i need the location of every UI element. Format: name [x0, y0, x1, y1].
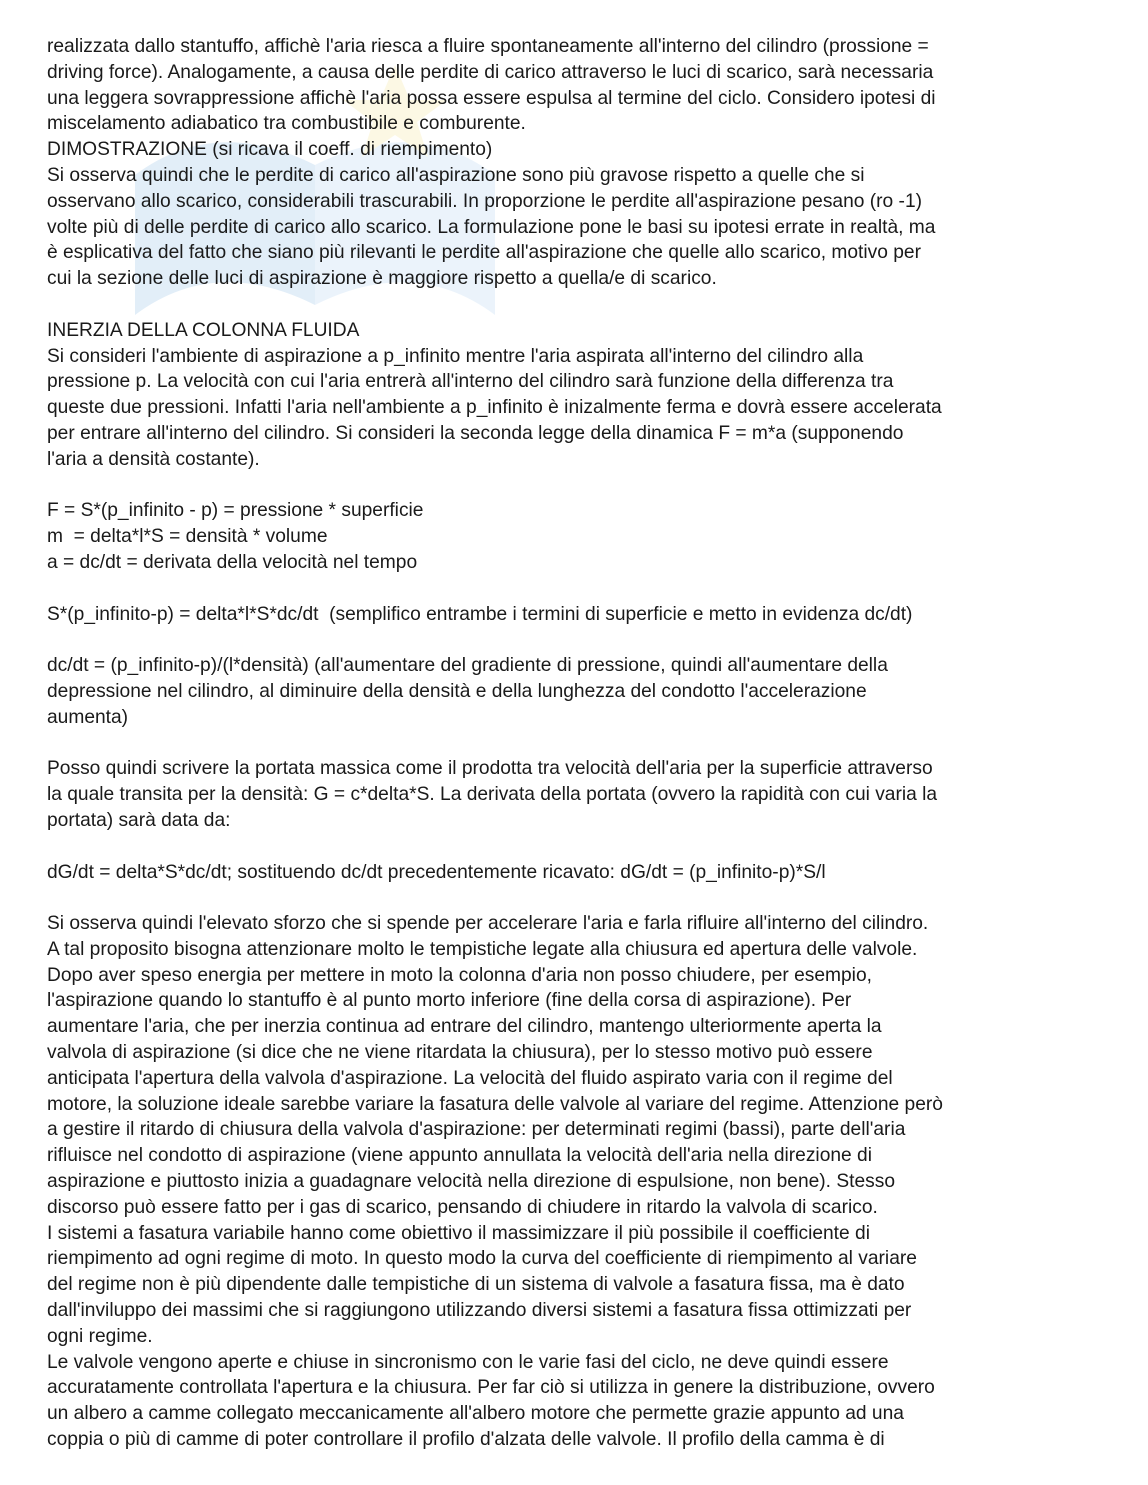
- text-line: F = S*(p_infinito - p) = pressione * superficie: [47, 500, 424, 522]
- text-line: osservano allo scarico, considerabili trascurabili. In proporzione le perdite all'aspirazione pesano (ro -1): [47, 190, 923, 212]
- text-line: dall'inviluppo dei massimi che si raggiungono utilizzando diversi sistemi a fasatura fissa ottimizzati per: [47, 1300, 912, 1322]
- paragraph: [47, 318, 1109, 473]
- text-line: queste due pressioni. Infatti l'aria nell'ambiente a p_infinito è inizalmente ferma e dovrà essere accelerata: [47, 397, 942, 419]
- text-line: a gestire il ritardo di chiusura della valvola d'aspirazione: per determinati regimi (bassi), parte dell'aria: [47, 1119, 906, 1141]
- paragraph: [47, 653, 1109, 730]
- paragraph: [47, 860, 1109, 886]
- text-line: motore, la soluzione ideale sarebbe variare la fasatura delle valvole al variare del regime. Attenzione però: [47, 1093, 943, 1115]
- text-line: miscelamento adiabatico tra combustibile e comburente.: [47, 113, 526, 135]
- text-line: aumentare l'aria, che per inerzia continua ad entrare del cilindro, mantengo ulteriormente aperta la: [47, 1016, 882, 1038]
- text-line: S*(p_infinito-p) = delta*l*S*dc/dt (semplifico entrambe i termini di superficie e metto in evidenza dc/dt): [47, 603, 913, 625]
- text-line: Le valvole vengono aperte e chiuse in sincronismo con le varie fasi del ciclo, ne deve quindi essere: [47, 1351, 889, 1373]
- text-line: DIMOSTRAZIONE (si ricava il coeff. di riempimento): [47, 139, 493, 161]
- text-line: I sistemi a fasatura variabile hanno come obiettivo il massimizzare il più possibile il coefficiente di: [47, 1222, 870, 1244]
- text-line: Dopo aver speso energia per mettere in moto la colonna d'aria non posso chiudere, per esempio,: [47, 964, 872, 986]
- paragraph-gap: [47, 731, 1109, 757]
- text-line: pressione p. La velocità con cui l'aria entrerà all'interno del cilindro sarà funzione della differenza tra: [47, 371, 894, 393]
- text-line: a = dc/dt = derivata della velocità nel tempo: [47, 551, 418, 573]
- text-line: aumenta): [47, 706, 129, 728]
- text-line: portata) sarà data da:: [47, 809, 231, 831]
- text-line: depressione nel cilindro, al diminuire della densità e della lunghezza del condotto l'accelerazione: [47, 680, 867, 702]
- text-line: Posso quindi scrivere la portata massica come il prodotta tra velocità dell'aria per la superficie attraverso: [47, 758, 933, 780]
- paragraph-gap: [47, 292, 1109, 318]
- paragraph: [47, 498, 1109, 575]
- text-line: coppia o più di camme di poter controllare il profilo d'alzata delle valvole. Il profilo della camma è di: [47, 1429, 885, 1451]
- document-page: [47, 34, 1109, 1453]
- text-line: l'aria a densità costante).: [47, 448, 260, 470]
- text-line: un albero a camme collegato meccanicamente all'albero motore che permette grazie appunto ad una: [47, 1403, 904, 1425]
- text-line: dG/dt = delta*S*dc/dt; sostituendo dc/dt precedentemente ricavato: dG/dt = (p_infinito-p)*S/l: [47, 861, 826, 883]
- paragraph-gap: [47, 473, 1109, 499]
- text-line: una leggera sovrappressione affichè l'aria possa essere espulsa al termine del ciclo. Considero ipotesi di: [47, 87, 936, 109]
- text-line: ogni regime.: [47, 1325, 153, 1347]
- text-line: discorso può essere fatto per i gas di scarico, pensando di chiudere in ritardo la valvola di scarico.: [47, 1196, 878, 1218]
- text-line: riempimento ad ogni regime di moto. In questo modo la curva del coefficiente di riempimento al variare: [47, 1248, 917, 1270]
- paragraph: [47, 756, 1109, 833]
- text-line: driving force). Analogamente, a causa delle perdite di carico attraverso le luci di scarico, sarà necessaria: [47, 61, 934, 83]
- text-line: valvola di aspirazione (si dice che ne viene ritardata la chiusura), per lo stesso motivo può essere: [47, 1042, 873, 1064]
- text-line: volte più di delle perdite di carico allo scarico. La formulazione pone le basi su ipotesi errate in realtà, ma: [47, 216, 936, 238]
- text-line: l'aspirazione quando lo stantuffo è al punto morto inferiore (fine della corsa di aspirazione). Per: [47, 990, 852, 1012]
- text-line: A tal proposito bisogna attenzionare molto le tempistiche legate alla chiusura ed apertura delle valvole.: [47, 938, 918, 960]
- text-line: è esplicativa del fatto che siano più rilevanti le perdite all'aspirazione che quelle allo scarico, motivo per: [47, 242, 921, 264]
- paragraph-gap: [47, 834, 1109, 860]
- paragraph: [47, 911, 1109, 1453]
- text-line: Si osserva quindi che le perdite di carico all'aspirazione sono più gravose rispetto a quelle che si: [47, 164, 865, 186]
- text-line: aspirazione e piuttosto inizia a guadagnare velocità nella direzione di espulsione, non bene). Stesso: [47, 1171, 896, 1193]
- text-line: del regime non è più dipendente dalle tempistiche di un sistema di valvole a fasatura fissa, ma è dato: [47, 1274, 905, 1296]
- text-line: dc/dt = (p_infinito-p)/(l*densità) (all'aumentare del gradiente di pressione, quindi all'aumentare della: [47, 655, 888, 677]
- text-line: m = delta*l*S = densità * volume: [47, 526, 328, 548]
- text-line: anticipata l'apertura della valvola d'aspirazione. La velocità del fluido aspirato varia con il regime del: [47, 1067, 893, 1089]
- paragraph: [47, 602, 1109, 628]
- text-line: realizzata dallo stantuffo, affichè l'aria riesca a fluire spontaneamente all'interno del cilindro (prossione =: [47, 36, 929, 57]
- text-line: cui la sezione delle luci di aspirazione è maggiore rispetto a quella/e di scarico.: [47, 268, 717, 290]
- text-line: la quale transita per la densità: G = c*delta*S. La derivata della portata (ovvero la rapidità con cui varia la: [47, 784, 938, 806]
- paragraph-gap: [47, 576, 1109, 602]
- text-line: Si consideri l'ambiente di aspirazione a p_infinito mentre l'aria aspirata all'interno del cilindro alla: [47, 345, 864, 367]
- text-line: rifluisce nel condotto di aspirazione (viene appunto annullata la velocità dell'aria nella direzione di: [47, 1145, 872, 1167]
- text-line: per entrare all'interno del cilindro. Si consideri la seconda legge della dinamica F = m*a (supponendo: [47, 422, 904, 444]
- paragraph: [47, 34, 1109, 292]
- text-line: Si osserva quindi l'elevato sforzo che si spende per accelerare l'aria e farla rifluire all'interno del cilindro.: [47, 913, 929, 935]
- text-line: accuratamente controllata l'apertura e la chiusura. Per far ciò si utilizza in genere la distribuzione, ovvero: [47, 1377, 935, 1399]
- paragraph-gap: [47, 885, 1109, 911]
- text-line: INERZIA DELLA COLONNA FLUIDA: [47, 319, 360, 341]
- paragraph-gap: [47, 627, 1109, 653]
